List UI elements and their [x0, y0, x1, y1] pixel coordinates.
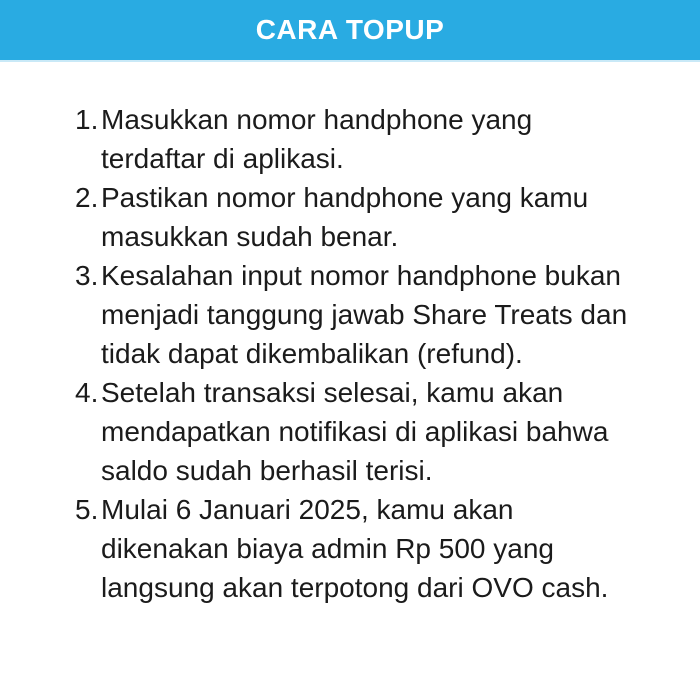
instruction-text: Kesalahan input nomor handphone bukan menjadi tanggung jawab Share Treats dan tidak dapat dikembalikan (refund).: [101, 260, 628, 369]
item-number: 3.: [75, 260, 99, 291]
page-title: CARA TOPUP: [255, 14, 445, 45]
instruction-item: [0, 178, 644, 256]
item-number: 2.: [75, 182, 99, 213]
instruction-item: [0, 490, 644, 607]
instruction-item: [0, 373, 644, 490]
instruction-text: Setelah transaksi selesai, kamu akan mendapatkan notifikasi di aplikasi bahwa saldo sudah berhasil terisi.: [101, 377, 609, 486]
topup-instructions-list: [0, 62, 700, 607]
instruction-text: Mulai 6 Januari 2025, kamu akan dikenakan biaya admin Rp 500 yang langsung akan terpotong dari OVO cash.: [101, 494, 609, 603]
item-number: 5.: [75, 494, 99, 525]
header-bar: [0, 0, 700, 62]
instruction-item: [0, 256, 644, 373]
instruction-item: [0, 100, 644, 178]
instruction-text: Masukkan nomor handphone yang terdaftar di aplikasi.: [101, 104, 533, 174]
item-number: 4.: [75, 377, 99, 408]
instruction-text: Pastikan nomor handphone yang kamu masukkan sudah benar.: [101, 182, 589, 252]
item-number: 1.: [75, 104, 99, 135]
